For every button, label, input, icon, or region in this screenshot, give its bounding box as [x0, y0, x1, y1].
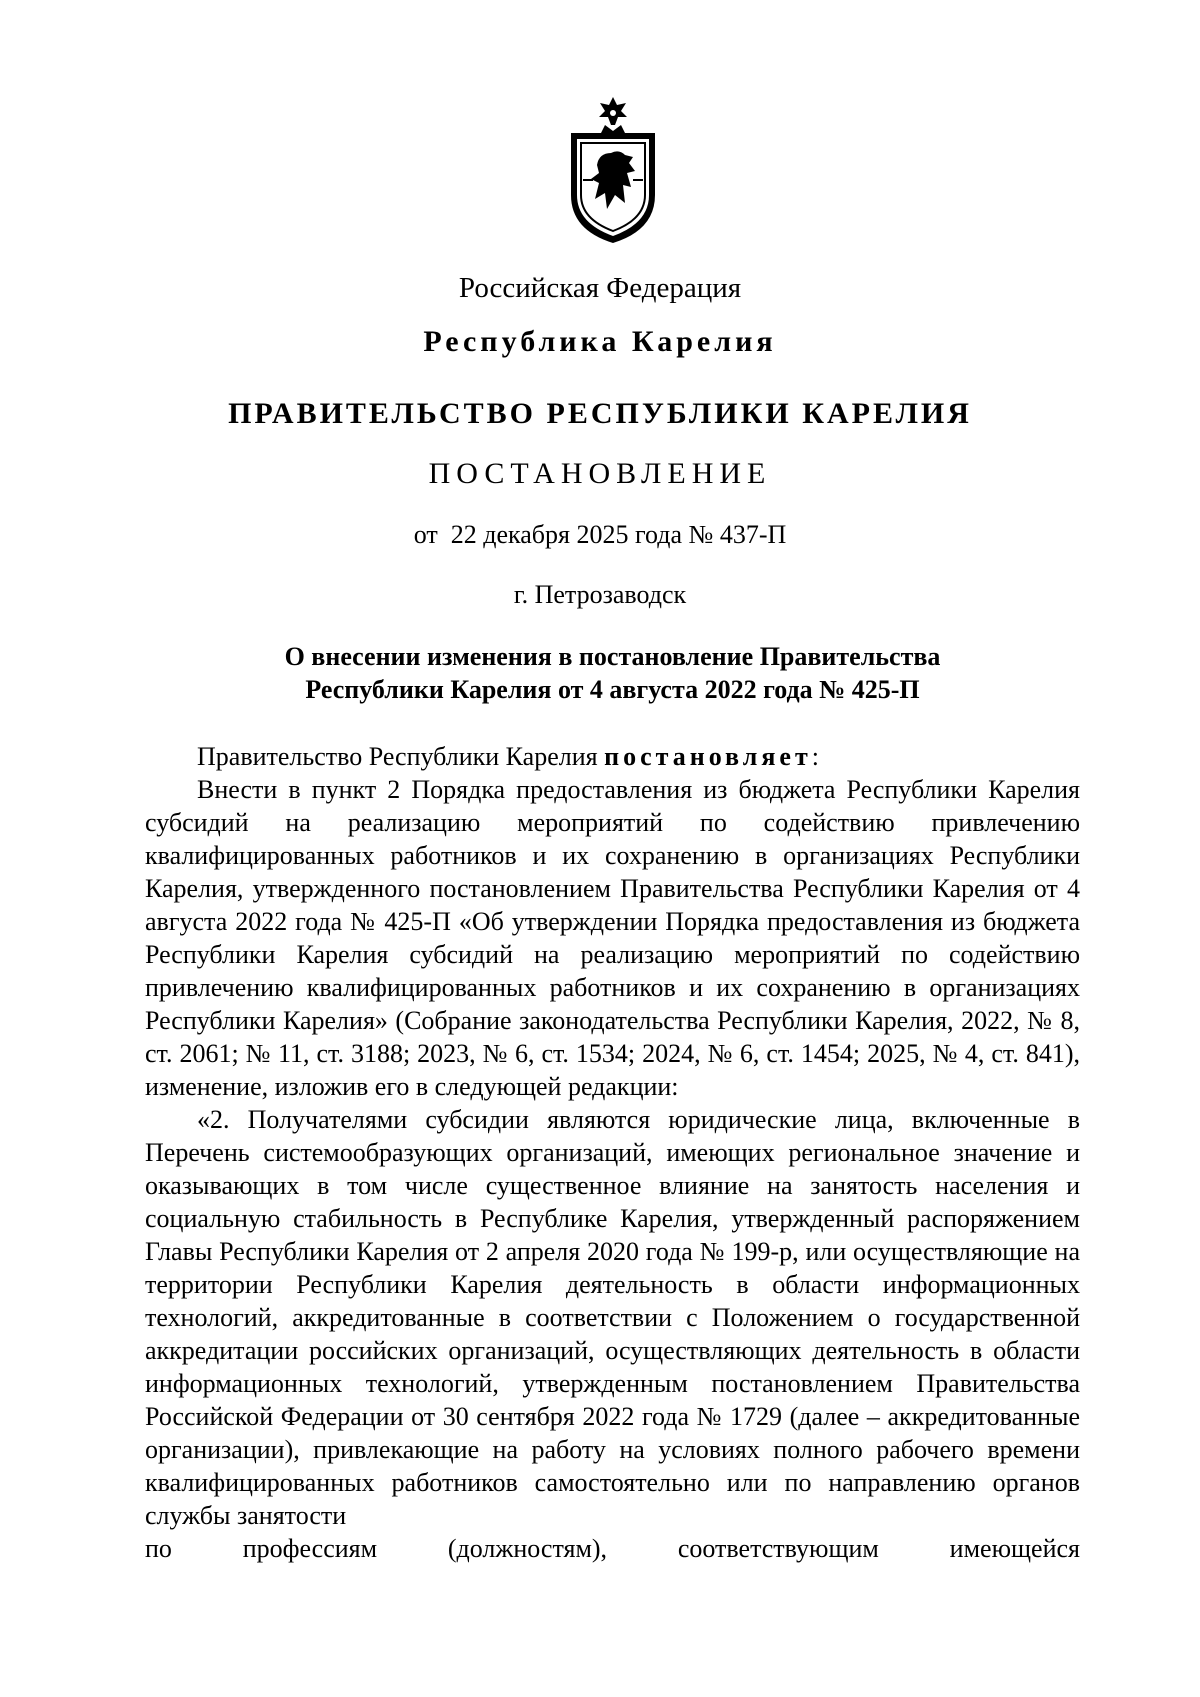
- tail-word: соответствующим: [677, 1534, 879, 1563]
- paragraph-2: «2. Получателями субсидии являются юридические лица, включенные в Перечень системообразующих организаций, имеющих региональное значение и оказывающих в том числе существенное влияние на занятость населения и социальную стабильность в Республике Карелия, утвержденный распоряжением Главы Республики Карелия от 2 апреля 2020 года № 199-р, или осуществляющие на территории Республики Карелия деятельность в области информационных технологий, аккредитованные в соответствии с Положением о государственной аккредитации российских организаций, осуществляющих деятельность в области информационных технологий, утвержденным постановлением Правительства Российской Федерации от 30 сентября 2022 года № 1729 (далее – аккредитованные организации), привлекающие на работу на условиях полного рабочего времени квалифицированных работников самостоятельно или по направлению органов службы занятости: [145, 1105, 1080, 1530]
- intro-paragraph: [145, 740, 1080, 773]
- tail-word: профессиям: [242, 1534, 378, 1563]
- document-title: [150, 640, 1075, 706]
- government-line: ПРАВИТЕЛЬСТВО РЕСПУБЛИКИ КАРЕЛИЯ: [228, 397, 972, 430]
- intro-suffix: :: [811, 742, 819, 771]
- title-line-1: О внесении изменения в постановление Правительства: [284, 642, 941, 671]
- document-body: [145, 740, 1080, 1565]
- federation-line: Российская Федерация: [458, 272, 742, 304]
- coat-of-arms-icon: [563, 95, 663, 245]
- tail-word: по: [145, 1534, 172, 1563]
- title-line-2: Республики Карелия от 4 августа 2022 года № 425-П: [305, 675, 920, 704]
- decree-dateline: от 22 декабря 2025 года № 437-П: [413, 520, 787, 549]
- republic-line: Республика Карелия: [423, 325, 777, 358]
- decree-city: г. Петрозаводск: [513, 580, 687, 609]
- paragraph-1: Внести в пункт 2 Порядка предоставления из бюджета Республики Карелия субсидий на реализацию мероприятий по содействию привлечению квалифицированных работников и их сохранению в организациях Республики Карелия, утвержденного постановлением Правительства Республики Карелия от 4 августа 2022 года № 425-П «Об утверждении Порядка предоставления из бюджета Республики Карелия субсидий на реализацию мероприятий по содействию привлечению квалифицированных работников и их сохранению в организациях Республики Карелия» (Собрание законодательства Республики Карелия, 2022, № 8, ст. 2061; № 11, ст. 3188; 2023, № 6, ст. 1534; 2024, № 6, ст. 1454; 2025, № 4, ст. 841), изменение, изложив его в следующей редакции:: [145, 775, 1080, 1101]
- decree-heading: ПОСТАНОВЛЕНИЕ: [428, 457, 772, 490]
- intro-decree-word: постановляет: [604, 742, 812, 771]
- intro-prefix: Правительство Республики Карелия: [197, 742, 605, 771]
- tail-word: имеющейся: [949, 1534, 1080, 1563]
- tail-word: (должностям),: [447, 1534, 608, 1563]
- last-line: [145, 1532, 1080, 1565]
